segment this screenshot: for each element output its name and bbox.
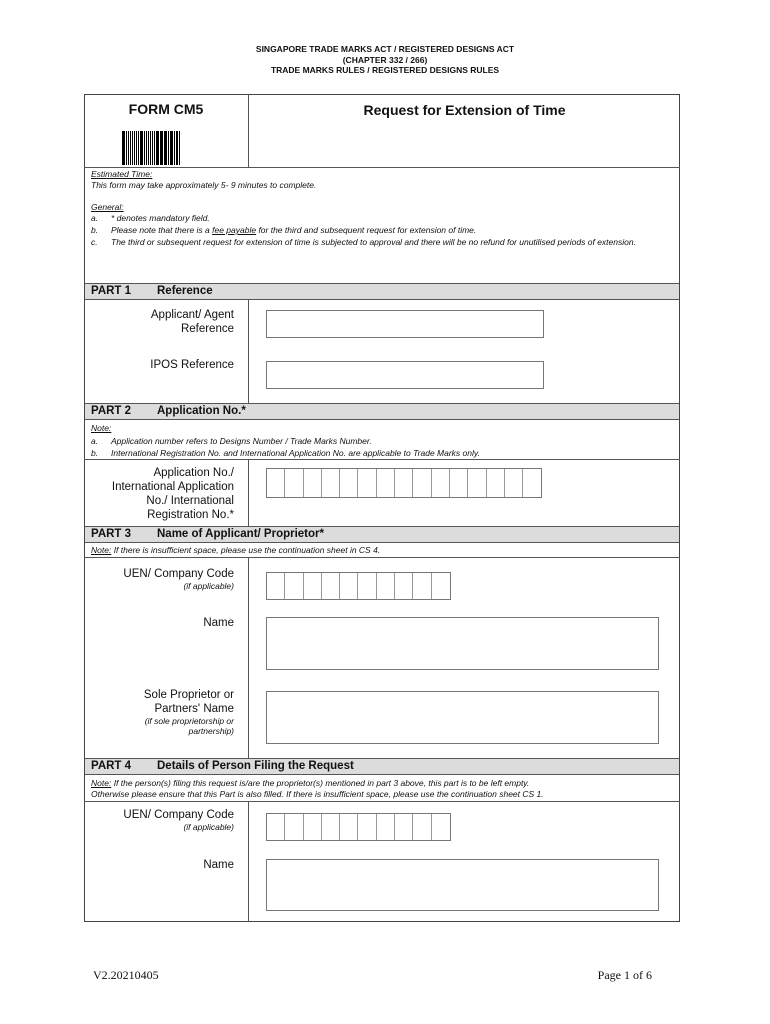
sole-proprietor-label: Sole Proprietor or Partners' Name (if sole proprietorship or partnership) — [143, 689, 234, 736]
barcode-image — [122, 131, 213, 165]
character-cell[interactable] — [377, 469, 395, 497]
form-title: Request for Extension of Time — [363, 102, 566, 118]
character-cell[interactable] — [340, 573, 358, 599]
character-cell[interactable] — [267, 573, 285, 599]
character-cell[interactable] — [304, 573, 322, 599]
applicant-reference-label: Applicant/ Agent Reference — [150, 309, 234, 335]
version-label: V2.20210405 — [93, 968, 159, 982]
part2-note-a: Application number refers to Designs Number / Trade Marks Number. — [111, 436, 372, 446]
header-line-1: SINGAPORE TRADE MARKS ACT / REGISTERED DESIGNS ACT — [255, 44, 515, 54]
character-cell[interactable] — [523, 469, 541, 497]
character-cell[interactable] — [322, 814, 340, 840]
character-cell[interactable] — [340, 814, 358, 840]
part3-uen-input[interactable] — [266, 572, 451, 600]
general-item-a: * denotes mandatory field. — [111, 213, 210, 223]
general-marker-a: a. — [91, 213, 99, 223]
part3-divider — [248, 557, 249, 758]
part4-header: PART 4 Details of Person Filing the Request — [85, 758, 679, 775]
character-cell[interactable] — [304, 814, 322, 840]
part2-header: PART 2 Application No.* — [85, 403, 679, 420]
character-cell[interactable] — [432, 469, 450, 497]
part3-note: Note: If there is insufficient space, please use the continuation sheet in CS 4. — [91, 545, 381, 555]
header-line-2: (CHAPTER 332 / 266) — [342, 54, 428, 65]
character-cell[interactable] — [395, 573, 413, 599]
estimated-time-text: This form may take approximately 5- 9 minutes to complete. — [91, 180, 317, 190]
character-cell[interactable] — [304, 469, 322, 497]
part2-note-b-marker: b. — [91, 448, 99, 458]
character-cell[interactable] — [285, 469, 303, 497]
part4-note-rule — [84, 801, 680, 802]
character-cell[interactable] — [468, 469, 486, 497]
part4-note-line-2: Otherwise please ensure that this Part is also filled. If there is insufficient space, please use the continuation sheet CS 1. — [91, 789, 544, 799]
part2-note-a-marker: a. — [91, 436, 99, 446]
character-cell[interactable] — [377, 814, 395, 840]
character-cell[interactable] — [487, 469, 505, 497]
part1-divider — [248, 300, 249, 404]
character-cell[interactable] — [432, 573, 450, 599]
character-cell[interactable] — [340, 469, 358, 497]
character-cell[interactable] — [395, 469, 413, 497]
character-cell[interactable] — [358, 469, 376, 497]
part3-name-label: Name — [203, 617, 234, 629]
part3-name-input[interactable] — [266, 617, 659, 670]
applicant-reference-input[interactable] — [266, 310, 544, 338]
general-item-c: The third or subsequent request for extension of time is subjected to approval and there will be no refund for unutilised periods of extension. — [111, 237, 636, 247]
character-cell[interactable] — [413, 814, 431, 840]
character-cell[interactable] — [413, 573, 431, 599]
application-no-input[interactable] — [266, 468, 542, 498]
title-bottom-rule — [84, 167, 680, 168]
part1-header: PART 1 Reference — [85, 283, 679, 300]
estimated-time-label: Estimated Time: — [91, 169, 153, 179]
part3-uen-label: UEN/ Company Code (if applicable) — [123, 568, 234, 591]
character-cell[interactable] — [285, 573, 303, 599]
character-cell[interactable] — [322, 573, 340, 599]
general-marker-c: c. — [91, 237, 98, 247]
character-cell[interactable] — [267, 814, 285, 840]
part2-note-label: Note: — [91, 423, 112, 433]
character-cell[interactable] — [450, 469, 468, 497]
part4-name-label: Name — [203, 859, 234, 871]
part4-name-input[interactable] — [266, 859, 659, 911]
part2-note-rule — [84, 459, 680, 460]
page-number: Page 1 of 6 — [597, 968, 652, 982]
sole-proprietor-input[interactable] — [266, 691, 659, 744]
part3-note-rule — [84, 557, 680, 558]
character-cell[interactable] — [395, 814, 413, 840]
part4-uen-label: UEN/ Company Code (if applicable) — [123, 809, 234, 832]
general-marker-b: b. — [91, 225, 99, 235]
part4-note-line-1: Note: If the person(s) filing this request is/are the proprietor(s) mentioned in part 3 above, this part is to be left empty. — [91, 778, 530, 788]
form-id: FORM CM5 — [128, 101, 204, 117]
character-cell[interactable] — [267, 469, 285, 497]
general-item-b: Please note that there is a fee payable for the third and subsequent request for extension of time. — [111, 225, 477, 235]
character-cell[interactable] — [432, 814, 450, 840]
character-cell[interactable] — [358, 573, 376, 599]
part4-uen-input[interactable] — [266, 813, 451, 841]
character-cell[interactable] — [322, 469, 340, 497]
fee-payable-link[interactable]: fee payable — [212, 225, 257, 235]
character-cell[interactable] — [377, 573, 395, 599]
part3-header: PART 3 Name of Applicant/ Proprietor* — [85, 526, 679, 543]
part4-divider — [248, 801, 249, 922]
part2-divider — [248, 459, 249, 526]
character-cell[interactable] — [413, 469, 431, 497]
character-cell[interactable] — [285, 814, 303, 840]
part2-note-b: International Registration No. and International Application No. are applicable to Trade Marks only. — [111, 448, 480, 458]
ipos-reference-input[interactable] — [266, 361, 544, 389]
document-header — [0, 44, 770, 76]
ipos-reference-label: IPOS Reference — [150, 359, 234, 371]
application-no-label: Application No./ International Application No./ International Registration No.* — [111, 467, 234, 521]
header-line-3: TRADE MARKS RULES / REGISTERED DESIGNS RULES — [270, 65, 500, 75]
general-label: General: — [91, 202, 124, 212]
character-cell[interactable] — [358, 814, 376, 840]
character-cell[interactable] — [505, 469, 523, 497]
